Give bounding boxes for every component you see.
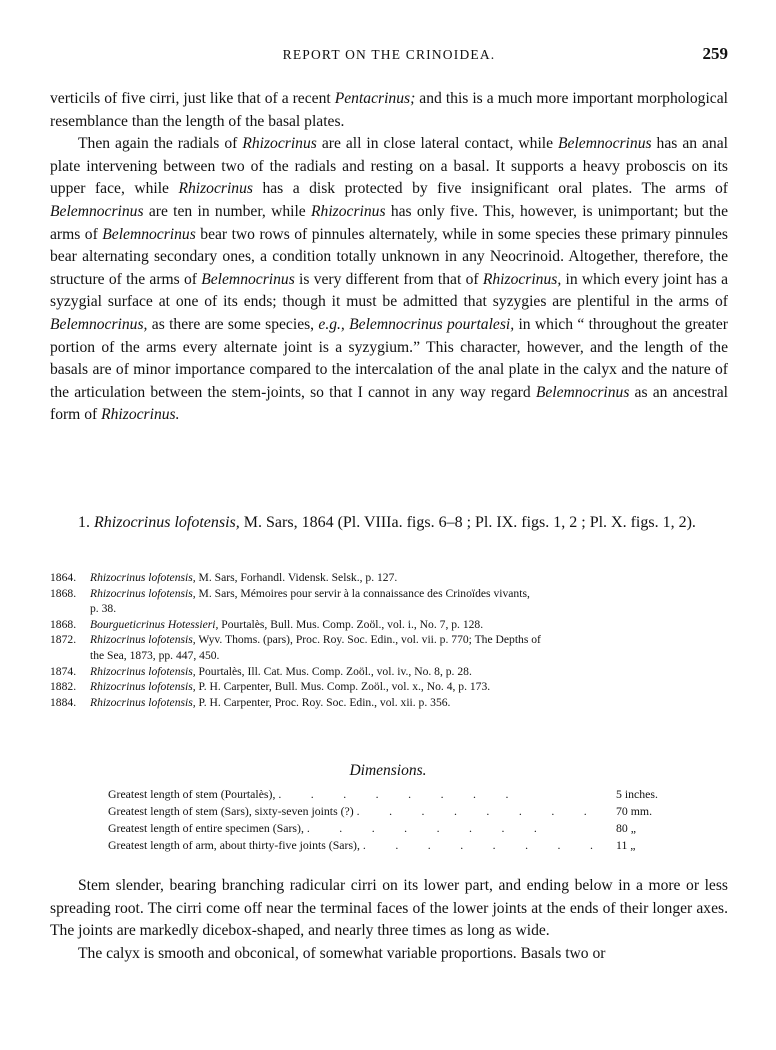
species-reference: M. Sars, 1864 (Pl. VIIIa. figs. 6–8 ; Pl. IX. figs. 1, 2 ; Pl. X. figs. 1, 2). xyxy=(239,514,696,531)
synonymy-continuation: p. 38. xyxy=(90,602,117,616)
dimensions-title: Dimensions. xyxy=(349,762,427,779)
paragraph-stem: Stem slender, bearing branching radicular cirri on its lower part, and ending below in a more or less spreading root. The cirri come off near the terminal faces of the lower joints at the ends of their longer axes. The joints are markedly dicebox-shaped, and nearly three times as long as wide. xyxy=(50,877,728,940)
page-number: 259 xyxy=(702,44,728,63)
paragraph-radials: Then again the radials of Rhizocrinus are all in close lateral contact, while Belemnocrinus has an anal plate intervening between two of the radials and resting on a basal. It supports a heavy proboscis on its upper face, while Rhizocrinus has a disk protected by five insignificant oral plates. The arms of Belemnocrinus are ten in number, while Rhizocrinus has only five. This, however, is unimportant; but the arms of Belemnocrinus bear two rows of pinnules alternately, while in some species these primary pinnules bear alternating secondary ones, a condition totally unknown in any Neocrinoid. Altogether, therefore, the structure of the arms of Belemnocrinus is very different from that of Rhizocrinus, in which every joint has a syzygial surface at one of its ends; though it must be admitted that syzygies are plentiful in the arms of Belemnocrinus, as there are some species, e.g., Belemnocrinus pourtalesi, in which “ throughout the greater portion of the arms every alternate joint is a syzygium.” This character, however, and the length of the basals are of minor importance compared to the intercalation of the anal plate in the calyx and the nature of the articulation between the stem-joints, so that I cannot in any way regard Belemnocrinus as an ancestral form of Rhizocrinus. xyxy=(50,135,729,424)
species-number: 1. xyxy=(78,514,94,531)
synonymy-entry: 1864. Rhizocrinus lofotensis, M. Sars, Forhandl. Vidensk. Selsk., p. 127. xyxy=(50,571,398,584)
text-block-top xyxy=(50,88,728,427)
dimension-row: Greatest length of arm, about thirty-five joints (Sars), . 11 „ xyxy=(108,837,690,854)
synonymy-entry: 1874. Rhizocrinus lofotensis, Pourtalès, Ill. Cat. Mus. Comp. Zoöl., vol. iv., No. 8, p. 28. xyxy=(50,664,472,678)
synonymy-continuation: the Sea, 1873, pp. 447, 450. xyxy=(90,648,220,662)
dimension-row: Greatest length of stem (Sars), sixty-seven joints (?) . 70 mm. xyxy=(108,803,690,820)
synonymy-list xyxy=(50,570,728,710)
species-heading xyxy=(50,512,728,534)
synonymy-entry: 1868. Bourgueticrinus Hotessieri, Pourtalès, Bull. Mus. Comp. Zoöl., vol. i., No. 7, p. 128. xyxy=(50,617,484,631)
synonymy-entry: 1884. Rhizocrinus lofotensis, P. H. Carpenter, Proc. Roy. Soc. Edin., vol. xii. p. 356. xyxy=(50,695,451,709)
paragraph-verticils: verticils of five cirri, just like that of a recent Pentacrinus; and this is a much more important morphological resemblance than the length of the basal plates. xyxy=(50,90,728,130)
synonymy-entry: 1872. Rhizocrinus lofotensis, Wyv. Thoms. (pars), Proc. Roy. Soc. Edin., vol. vii. p. 770; The Depths of xyxy=(50,633,541,647)
synonymy-entry: 1882. Rhizocrinus lofotensis, P. H. Carpenter, Bull. Mus. Comp. Zoöl., vol. x., No. 4, p. 173. xyxy=(50,680,491,694)
dimensions-table xyxy=(108,786,690,854)
text-block-bottom xyxy=(50,875,728,965)
running-head: REPORT ON THE CRINOIDEA. xyxy=(282,47,496,62)
dimension-row: Greatest length of entire specimen (Sars), . 80 „ xyxy=(108,820,690,837)
dimension-row: Greatest length of stem (Pourtalès), . 5 inches. xyxy=(108,786,690,803)
synonymy-entry: 1868. Rhizocrinus lofotensis, M. Sars, Mémoires pour servir à la connaissance des Crinoïdes vivants, xyxy=(50,586,530,600)
species-name: Rhizocrinus lofotensis, xyxy=(94,514,240,531)
paragraph-calyx: The calyx is smooth and obconical, of somewhat variable proportions. Basals two or xyxy=(78,944,606,962)
page-header xyxy=(50,44,728,68)
